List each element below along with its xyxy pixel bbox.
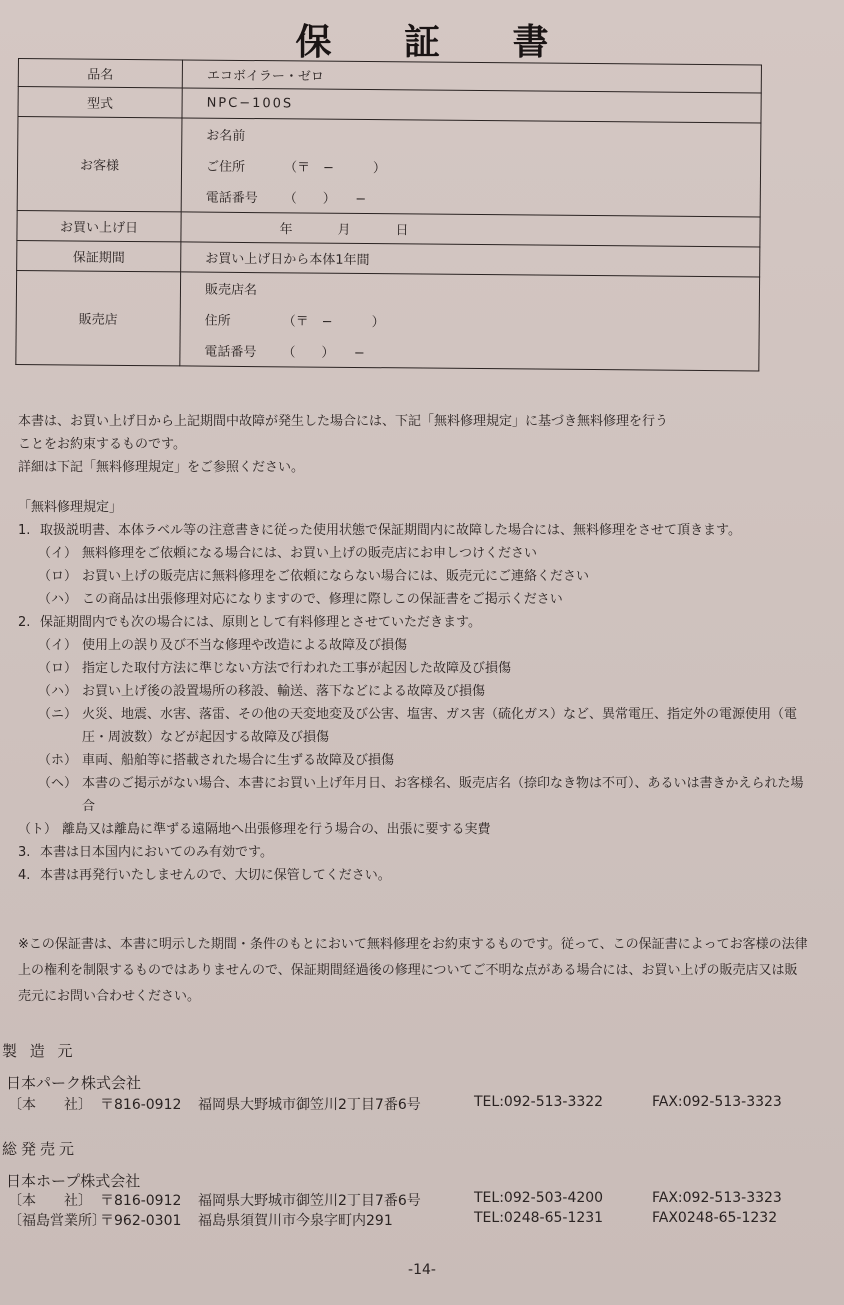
customer-address-label: ご住所 [205,159,246,175]
warranty-period-label: 保証期間 [17,240,181,271]
rule-1-sub: （イ） 無料修理をご依頼になる場合には、お買い上げの販売店にお申しつけください [38,546,538,561]
dealer-fields [180,272,760,371]
dealer-name-label: 販売店名 [204,282,258,299]
manufacturer-heading: 製 造 元 [2,1042,77,1060]
dealer-postal: （〒 − ） [282,314,385,331]
dealer-phone-label: 電話番号 [204,344,257,361]
tel: TEL:092-503-4200 [474,1190,604,1206]
product-value: エコボイラー・ゼロ [182,60,761,93]
office-label: 〔本 社〕 [8,1097,92,1113]
postal-code: 〒816-0912 [100,1193,182,1209]
intro-line: 本書は、お買い上げ日から上記期間中故障が発生した場合には、下記「無料修理規定」に基づき無料修理を行う [18,414,669,429]
customer-label: お客様 [17,117,182,212]
address: 福岡県大野城市御笠川2丁目7番6号 [198,1193,421,1209]
postal-code: 〒816-0912 [100,1097,182,1113]
page-number: -14- [408,1262,436,1278]
row-customer [17,117,761,217]
customer-fields [181,118,761,217]
fax: FAX:092-513-3323 [652,1094,782,1110]
month-label: 月 [337,222,351,238]
customer-name-label: お名前 [206,128,246,144]
page-title: 保 証 書 [295,22,579,63]
rule-2-sub: （ト） 離島又は離島に準ずる遠隔地へ出張修理を行う場合の、出張に要する実費 [18,822,491,837]
year-label: 年 [279,222,293,238]
distributor-heading: 総発売元 [2,1140,79,1158]
rule-1-sub: （ハ） この商品は出張修理対応になりますので、修理に際しこの保証書をご掲示ください [38,592,563,607]
intro-paragraph [18,410,808,479]
model-value: NPC−100S [182,88,761,123]
rule-2-sub: （ハ） お買い上げ後の設置場所の移設、輸送、落下などによる故障及び損傷 [38,684,486,699]
free-repair-rules [18,496,808,887]
warranty-period-value: お買い上げ日から本体1年間 [181,242,760,277]
rule-3: 3. 本書は日本国内においてのみ有効です。 [18,845,273,860]
customer-phone-format: （ ） − [283,191,367,208]
intro-line: 詳細は下記「無料修理規定」をご参照ください。 [18,460,305,475]
rule-1: 1. 取扱説明書、本体ラベル等の注意書きに従った使用状態で保証期間内に故障した場合には、無料修理をさせて頂きます。 [18,523,741,538]
dealer-label: 販売店 [16,270,181,365]
tel: TEL:092-513-3322 [474,1094,604,1110]
warranty-table [15,58,762,371]
dealer-address-label: 住所 [204,313,231,329]
day-label: 日 [395,223,409,239]
rule-2-sub: （ホ） 車両、船舶等に搭載された場合に生ずる故障及び損傷 [38,753,395,768]
row-dealer [16,270,760,370]
intro-line: ことをお約束するものです。 [18,437,186,452]
rules-title: 「無料修理規定」 [18,500,123,515]
tel: TEL:0248-65-1231 [474,1210,604,1226]
rule-2-sub: （ニ） 火災、地震、水害、落雷、その他の天変地変及び公害、塩害、ガス害（硫化ガス）など、異常電圧、指定外の電源使用（電圧・周波数）などが起因する故障及び損傷 [38,707,798,745]
postal-code: 〒962-0301 [100,1213,182,1229]
distributor-name: 日本ホープ株式会社 [6,1172,141,1190]
rule-2: 2. 保証期間内でも次の場合には、原則として有料修理とさせていただきます。 [18,615,481,630]
dealer-phone-format: （ ） − [282,345,365,362]
rule-2-sub: （ヘ） 本書のご掲示がない場合、本書にお買い上げ年月日、お客様名、販売店名（捺印なき物は不可）、あるいは書きかえられた場合 [38,776,804,814]
office-label: 〔福島営業所〕 [8,1213,106,1229]
address: 福島県須賀川市今泉字町内291 [198,1213,393,1229]
rule-1-sub: （ロ） お買い上げの販売店に無料修理をご依頼にならない場合には、販売元にご連絡ください [38,569,590,584]
rule-4: 4. 本書は再発行いたしませんので、大切に保管してください。 [18,868,391,883]
disclaimer-note: ※この保証書は、本書に明示した期間・条件のもとにおいて無料修理をお約束するものです。従って、この保証書によってお客様の法律上の権利を制限するものではありませんので、保証期間経過後の修理についてご不明な点がある場合には、お買い上げの販売店又は販売元にお問い合わせください。 [18,937,808,1004]
office-label: 〔本 社〕 [8,1193,92,1209]
product-label: 品名 [18,59,182,88]
fax: FAX0248-65-1232 [652,1210,778,1226]
rule-2-sub: （ロ） 指定した取付方法に準じない方法で行われた工事が起因した故障及び損傷 [38,661,512,676]
manufacturer-name: 日本パーク株式会社 [6,1074,142,1092]
customer-postal: （〒 − ） [283,160,387,177]
address: 福岡県大野城市御笠川2丁目7番6号 [198,1097,421,1113]
purchase-date-label: お買い上げ日 [17,210,181,241]
model-label: 型式 [18,87,182,118]
rule-2-sub: （イ） 使用上の誤り及び不当な修理や改造による故障及び損傷 [38,638,408,653]
fax: FAX:092-513-3323 [652,1190,782,1206]
customer-phone-label: 電話番号 [205,190,258,207]
